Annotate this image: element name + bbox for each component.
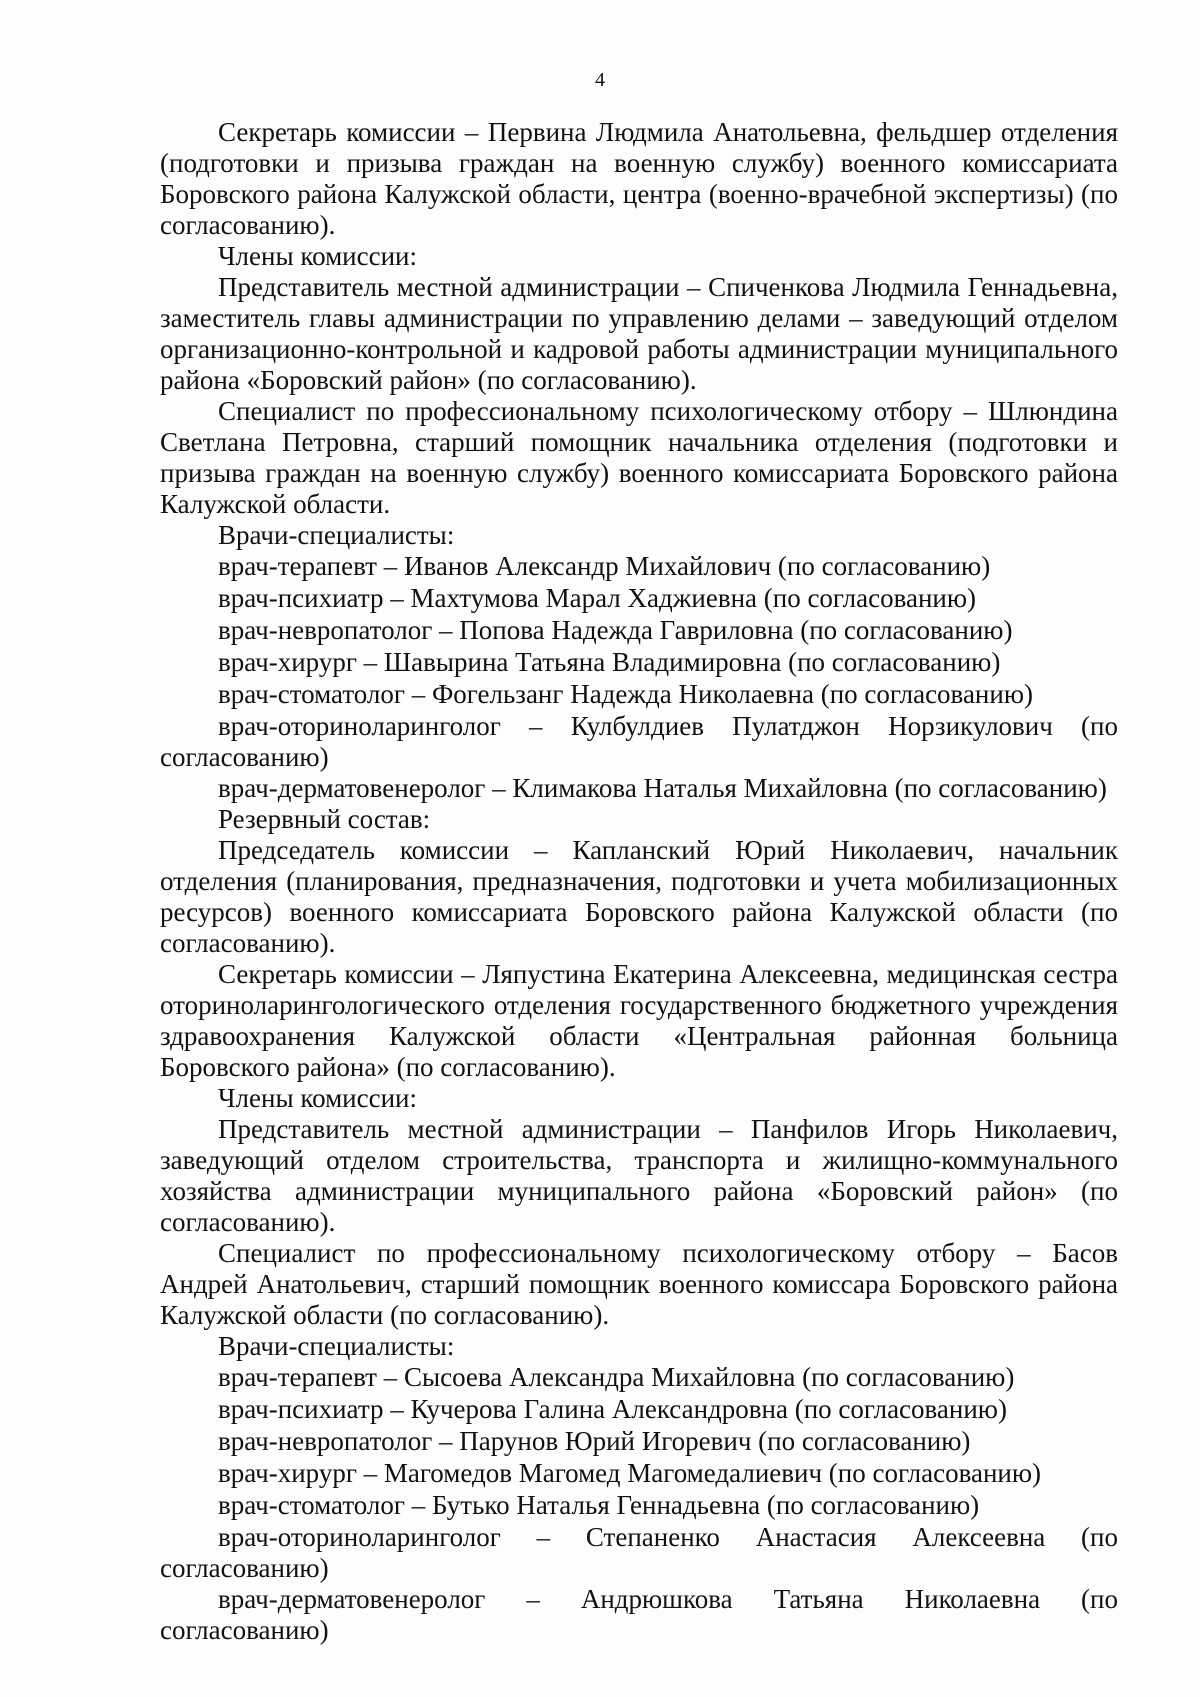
list-item-neuropathologist: врач-невропатолог – Попова Надежда Гавриловна (по согласованию) — [218, 615, 1013, 645]
list-item-otolaryngologist: врач-оториноларинголог – Кулбулдиев Пулатджон Норзикулович (по согласованию) — [160, 711, 1118, 772]
list-item-reserve-otolaryngologist: врач-оториноларинголог – Степаненко Анастасия Алексеевна (по согласованию) — [160, 1522, 1118, 1583]
list-item-reserve-dermatologist: врач-дерматовенеролог – Андрюшкова Татьяна Николаевна (по согласованию) — [160, 1584, 1118, 1645]
paragraph-reserve-secretary: Секретарь комиссии – Ляпустина Екатерина Алексеевна, медицинская сестра оториноларингологического отделения государственного бюджетного учреждения здравоохранения Калужской области «Центральная районная больница Боровского района» (по согласованию). — [160, 959, 1118, 1082]
list-item-reserve-dentist: врач-стоматолог – Бутько Наталья Геннадьевна (по согласованию) — [218, 1490, 980, 1520]
list-item-reserve-neuropathologist: врач-невропатолог – Парунов Юрий Игоревич (по согласованию) — [218, 1426, 971, 1456]
heading-reserve-doctors: Врачи-специалисты: — [218, 1331, 455, 1361]
list-item-psychiatrist: врач-психиатр – Махтумова Марал Хаджиевна (по согласованию) — [218, 583, 977, 613]
paragraph-psychology-specialist: Специалист по профессиональному психологическому отбору – Шлюндина Светлана Петровна, старший помощник начальника отделения (подготовки и призыва граждан на военную службу) военного комиссариата Боровского района Калужской области. — [160, 396, 1118, 519]
paragraph-reserve-admin-representative: Представитель местной администрации – Панфилов Игорь Николаевич, заведующий отделом строительства, транспорта и жилищно-коммунального хозяйства администрации муниципального района «Боровский район» (по согласованию). — [160, 1114, 1118, 1237]
list-item-dentist: врач-стоматолог – Фогельзанг Надежда Николаевна (по согласованию) — [218, 679, 1033, 709]
page-number: 4 — [595, 69, 605, 91]
heading-reserve-members: Члены комиссии: — [218, 1083, 417, 1113]
paragraph-reserve-chairman: Председатель комиссии – Капланский Юрий Николаевич, начальник отделения (планирования, предназначения, подготовки и учета мобилизационных ресурсов) военного комиссариата Боровского района Калужской области (по согласованию). — [160, 835, 1118, 958]
list-item-reserve-psychiatrist: врач-психиатр – Кучерова Галина Александровна (по согласованию) — [218, 1394, 1007, 1424]
list-item-reserve-therapist: врач-терапевт – Сысоева Александра Михайловна (по согласованию) — [218, 1362, 1015, 1392]
paragraph-reserve-psychology-specialist: Специалист по профессиональному психологическому отбору – Басов Андрей Анатольевич, старший помощник военного комиссара Боровского района Калужской области (по согласованию). — [160, 1238, 1118, 1330]
heading-commission-members: Члены комиссии: — [218, 241, 417, 271]
heading-reserve: Резервный состав: — [218, 804, 431, 834]
document-body — [160, 117, 1118, 1646]
paragraph-secretary: Секретарь комиссии – Первина Людмила Анатольевна, фельдшер отделения (подготовки и призыва граждан на военную службу) военного комиссариата Боровского района Калужской области, центра (военно-врачебной экспертизы) (по согласованию). — [160, 117, 1118, 240]
heading-doctors: Врачи-специалисты: — [218, 520, 455, 550]
list-item-reserve-surgeon: врач-хирург – Магомедов Магомед Магомедалиевич (по согласованию) — [218, 1458, 1042, 1488]
list-item-dermatologist: врач-дерматовенеролог – Климакова Наталья Михайловна (по согласованию) — [218, 773, 1107, 803]
list-item-therapist: врач-терапевт – Иванов Александр Михайлович (по согласованию) — [218, 551, 991, 581]
paragraph-admin-representative: Представитель местной администрации – Спиченкова Людмила Геннадьевна, заместитель главы администрации по управлению делами – заведующий отделом организационно-контрольной и кадровой работы администрации муниципального района «Боровский район» (по согласованию). — [160, 272, 1118, 395]
list-item-surgeon: врач-хирург – Шавырина Татьяна Владимировна (по согласованию) — [218, 647, 1001, 677]
